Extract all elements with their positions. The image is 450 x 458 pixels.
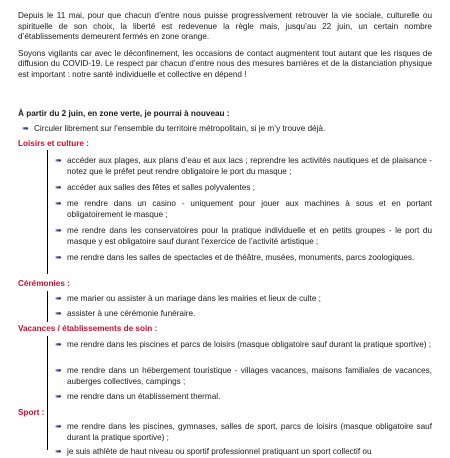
list-item: ➠ me rendre dans un établissement thermal. — [55, 392, 221, 401]
vertical-rule-loisirs — [47, 150, 48, 274]
category-ceremonies: Cérémonies : — [18, 279, 70, 288]
category-vacances: Vacances / établissements de soin : — [18, 324, 158, 333]
list-item: ➠ me rendre dans un casino - uniquement pour jouer aux machines à sous et en portant obligatoirement le masque ; — [55, 199, 432, 219]
category-sport: Sport : — [18, 408, 45, 417]
arrow-right-icon: ➠ — [55, 447, 62, 456]
list-item: ➠ me rendre dans les piscines, gymnases, salles de sport, parcs de loisirs (masque obligatoire sauf durant la pratique sportive) ; — [55, 422, 432, 442]
arrow-right-icon: ➠ — [55, 253, 62, 262]
arrow-right-icon: ➠ — [55, 199, 62, 208]
list-item: ➠ je suis athlète de haut niveau ou sportif professionnel pratiquant un sport collectif ou — [55, 447, 372, 456]
arrow-right-icon: ➠ — [55, 156, 62, 165]
arrow-right-icon: ➠ — [55, 366, 62, 375]
vertical-rule-ceremonies — [47, 291, 48, 322]
list-item: ➠ accéder aux salles des fêtes et salles polyvalentes ; — [55, 183, 255, 192]
arrow-right-icon: ➠ — [55, 422, 62, 431]
list-item: ➠ me rendre dans les piscines et parcs de loisirs (masque obligatoire sauf durant la pratique sportive) ; — [55, 340, 432, 349]
vertical-rule-sport — [47, 420, 48, 450]
list-item: ➠ me rendre dans les salles de spectacles et de théâtre, musées, monuments, parcs zoologiques. — [55, 253, 415, 262]
circulation-text: Circuler librement sur l’ensemble du territoire métropolitain, si je m’y trouve déjà. — [34, 124, 326, 133]
arrow-right-icon: ➠ — [55, 392, 62, 401]
list-item: ➠ me rendre dans les conservatoires pour la pratique individuelle et en petits groupes - le port du masque y est obligatoire sauf durant l’exercice de l’activité artistique ; — [55, 226, 432, 246]
circulation-bullet — [22, 124, 432, 135]
intro — [18, 11, 432, 87]
list-item: ➠ assister à une cérémonie funéraire. — [55, 309, 196, 318]
list-item: ➠ me rendre dans un hébergement touristique - villages vacances, maisons familiales de vacances, auberges collectives, campings ; — [55, 366, 432, 386]
arrow-right-icon: ➠ — [55, 340, 62, 349]
vertical-rule-vacances — [47, 336, 48, 430]
arrow-right-icon: ➠ — [55, 294, 62, 303]
list-item: ➠ accéder aux plages, aux plans d’eau et aux lacs ; reprendre les activités nautiques et de plaisance - notez que le préfet peut rendre obligatoire le port du masque ; — [55, 156, 432, 176]
list-item: ➠ me marier ou assister à un mariage dans les mairies et lieux de culte ; — [55, 294, 321, 303]
section-title: À partir du 2 juin, en zone verte, je pourrai à nouveau : — [18, 109, 230, 118]
intro-paragraph-1: Depuis le 11 mai, pour que chacun d’entre nous puisse progressivement retrouver la vie sociale, culturelle ou spirituelle de son choix, la liberté est redevenue la règle mais, jusqu’au 22 juin, un certain nombre d’établissements demeurent fermés en zone orange. — [18, 11, 432, 42]
category-loisirs: Loisirs et culture : — [18, 139, 89, 148]
arrow-right-icon: ➠ — [55, 309, 62, 318]
intro-paragraph-2: Soyons vigilants car avec le déconfinement, les occasions de contact augmentent tout autant que les risques de diffusion du COVID-19. Le respect par chacun d’entre nous des mesures barrières et de la distanciation physique est important : notre santé individuelle et collective en dépend ! — [18, 48, 432, 79]
arrow-right-icon: ➠ — [22, 124, 29, 133]
arrow-right-icon: ➠ — [55, 226, 62, 235]
arrow-right-icon: ➠ — [55, 183, 62, 192]
